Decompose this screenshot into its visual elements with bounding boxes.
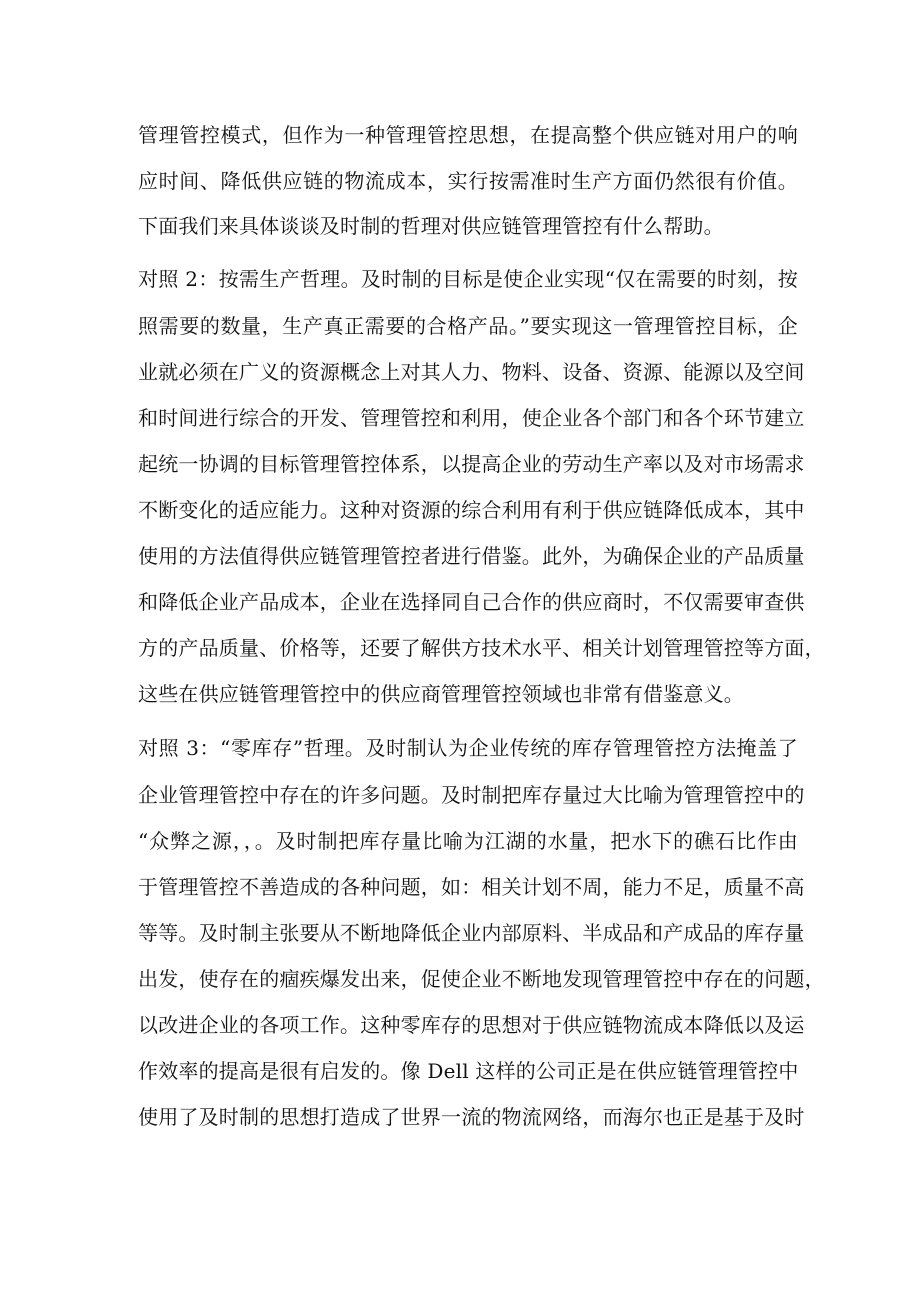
paragraph-line: 使用的方法值得供应链管理管控者进行借鉴。此外，为确保企业的产品质量: [138, 544, 805, 568]
paragraph-line: 下面我们来具体谈谈及时制的哲理对供应链管理管控有什么帮助。: [138, 214, 724, 238]
paragraph-line: 使用了及时制的思想打造成了世界一流的物流网络，而海尔也正是基于及时: [138, 1105, 805, 1129]
paragraph-line: 方的产品质量、价格等，还要了解供方技术水平、相关计划管理管控等方面，: [138, 636, 825, 660]
paragraph-line: 和时间进行综合的开发、管理管控和利用，使企业各个部门和各个环节建立: [138, 406, 805, 430]
paragraph-line: 不断变化的适应能力。这种对资源的综合利用有利于供应链降低成本，其中: [138, 498, 805, 522]
paragraph-line: 这些在供应链管理管控中的供应商管理管控领域也非常有借鉴意义。: [138, 682, 744, 706]
paragraph-line: 照需要的数量，生产真正需要的合格产品。”要实现这一管理管控目标，企: [138, 314, 798, 338]
paragraph-line: 作效率的提高是很有启发的。像 Dell 这样的公司正是在供应链管理管控中: [138, 1059, 799, 1083]
paragraph-line: 应时间、降低供应链的物流成本，实行按需准时生产方面仍然很有价值。: [138, 169, 798, 193]
paragraph-line: 业就必须在广义的资源概念上对其人力、物料、设备、资源、能源以及空间: [138, 360, 805, 384]
paragraph-line: 企业管理管控中存在的许多问题。及时制把库存量过大比喻为管理管控中的: [138, 783, 805, 807]
paragraph-line: “众弊之源，，。及时制把库存量比喻为江湖的水量，把水下的礁石比作由: [138, 829, 798, 853]
paragraph-line: 起统一协调的目标管理管控体系，以提高企业的劳动生产率以及对市场需求: [138, 452, 805, 476]
paragraph-line: 等等。及时制主张要从不断地降低企业内部原料、半成品和产成品的库存量: [138, 921, 805, 945]
paragraph-line: 管理管控模式，但作为一种管理管控思想，在提高整个供应链对用户的响: [138, 123, 798, 147]
paragraph-line: 以改进企业的各项工作。这种零库存的思想对于供应链物流成本降低以及运: [138, 1013, 805, 1037]
paragraph-line: 对照 3：“零库存”哲理。及时制认为企业传统的库存管理管控方法掩盖了: [138, 736, 798, 760]
paragraph-line: 对照 2：按需生产哲理。及时制的目标是使企业实现“仅在需要的时刻，按: [138, 267, 798, 291]
paragraph-line: 于管理管控不善造成的各种问题，如：相关计划不周，能力不足，质量不高: [138, 875, 805, 899]
paragraph-line: 和降低企业产品成本，企业在选择同自己合作的供应商时，不仅需要审查供: [138, 590, 805, 614]
paragraph-line: 出发，使存在的痼疾爆发出来，促使企业不断地发现管理管控中存在的问题，: [138, 967, 825, 991]
